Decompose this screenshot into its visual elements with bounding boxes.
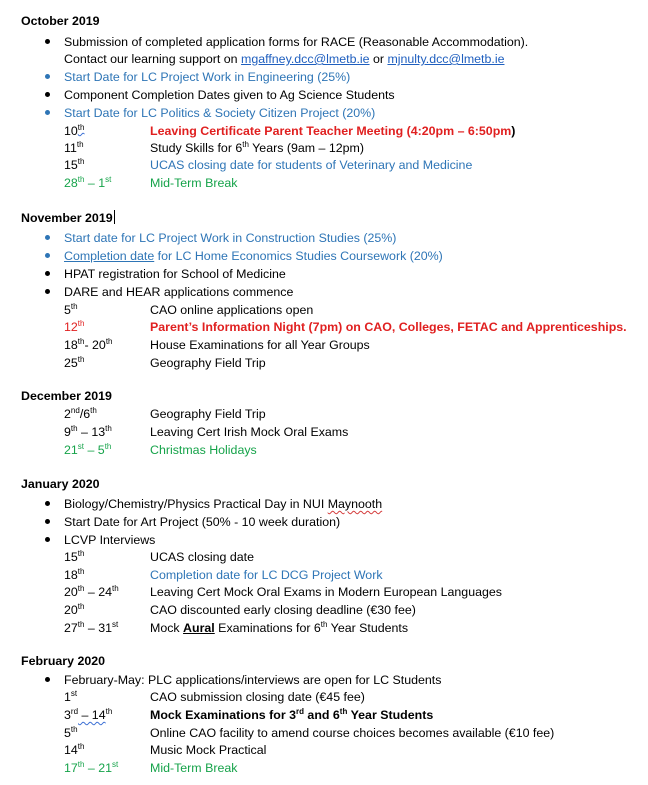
section-heading-october: October 2019: [21, 14, 100, 28]
bullet-art-project: Start Date for Art Project (50% - 10 week duration): [64, 515, 341, 529]
event-cao-submission: CAO submission closing date (€45 fee): [150, 690, 365, 704]
event-date: 18th- 20th: [64, 337, 113, 352]
event-study-skills: Study Skills for 6th Years (9am – 12pm): [150, 140, 364, 155]
event-house-exams: House Examinations for all Year Groups: [150, 338, 370, 352]
event-mock-examinations: Mock Examinations for 3rd and 6th Year Students: [150, 707, 434, 722]
email-link-mgaffney[interactable]: mgaffney.dcc@lmetb.ie: [241, 52, 370, 66]
event-date: 20th: [64, 602, 85, 617]
event-date: 25th: [64, 355, 85, 370]
bullet-hpat: HPAT registration for School of Medicine: [64, 267, 286, 281]
event-date: 1st: [64, 689, 78, 704]
section-heading-january: January 2020: [21, 477, 100, 491]
event-geography-trip: Geography Field Trip: [150, 356, 266, 370]
event-cao-discounted: CAO discounted early closing deadline (€30 fee): [150, 603, 416, 617]
bullet-ag-science: Component Completion Dates given to Ag Science Students: [64, 88, 395, 102]
section-heading-february: February 2020: [21, 654, 106, 668]
event-cao-amend: Online CAO facility to amend course choices becomes available (€10 fee): [150, 726, 555, 740]
event-date: 18th: [64, 567, 85, 582]
event-date: 15th: [64, 549, 85, 564]
event-date: 3rd – 14th: [64, 707, 113, 722]
section-heading-december: December 2019: [21, 389, 112, 403]
event-date: 17th – 21st: [64, 760, 119, 775]
email-link-mjnulty[interactable]: mjnulty.dcc@lmetb.ie: [387, 52, 505, 66]
event-date: 21st – 5th: [64, 442, 112, 457]
event-date: 14th: [64, 742, 85, 757]
event-ucas-closing: UCAS closing date: [150, 550, 254, 564]
event-cao-open: CAO online applications open: [150, 303, 314, 317]
contact-line: [64, 51, 504, 67]
event-music-mock: Music Mock Practical: [150, 743, 267, 757]
bullet-lcvp: LCVP Interviews: [64, 533, 156, 547]
bullet-race-submission: Submission of completed application forms for RACE (Reasonable Accommodation).: [64, 35, 529, 49]
bullet-practical-day: Biology/Chemistry/Physics Practical Day in NUI Maynooth: [64, 497, 383, 511]
event-date: 5th: [64, 725, 78, 740]
event-date: 15th: [64, 157, 85, 172]
bullet-construction-start: Start date for LC Project Work in Construction Studies (25%): [64, 231, 397, 245]
event-geography-trip: Geography Field Trip: [150, 407, 266, 421]
event-date: 9th – 13th: [64, 424, 112, 439]
event-parent-teacher-meeting: Leaving Certificate Parent Teacher Meeting (4:20pm – 6:50pm): [150, 124, 516, 138]
event-date: 10th: [64, 123, 85, 138]
event-parents-info-night: Parent’s Information Night (7pm) on CAO, Colleges, FETAC and Apprenticeships.: [150, 320, 627, 334]
text-cursor: [114, 210, 115, 224]
event-christmas-holidays: Christmas Holidays: [150, 443, 257, 457]
bullet-home-economics: Completion date for LC Home Economics Studies Coursework (20%): [64, 249, 443, 263]
bullet-politics-start: Start Date for LC Politics & Society Citizen Project (20%): [64, 106, 376, 120]
event-mid-term-break: Mid-Term Break: [150, 761, 238, 775]
or-text: or: [369, 52, 388, 66]
event-date: 20th – 24th: [64, 584, 119, 599]
event-date: 11th: [64, 140, 84, 155]
event-dcg-completion: Completion date for LC DCG Project Work: [150, 568, 383, 582]
contact-text: Contact our learning support on: [64, 52, 242, 66]
event-date: 5th: [64, 302, 78, 317]
event-ucas-vet-medicine: UCAS closing date for students of Veterinary and Medicine: [150, 158, 473, 172]
bullet-engineering-start: Start Date for LC Project Work in Engineering (25%): [64, 70, 351, 84]
bullet-plc-applications: February-May: PLC applications/interviews are open for LC Students: [64, 673, 442, 687]
event-mock-aural: Mock Aural Examinations for 6th Year Students: [150, 620, 409, 635]
event-date: 2nd/6th: [64, 406, 97, 421]
event-date: 12th: [64, 319, 85, 334]
event-date: 28th – 1st: [64, 175, 112, 190]
event-mid-term-break: Mid-Term Break: [150, 176, 238, 190]
event-irish-mock-oral: Leaving Cert Irish Mock Oral Exams: [150, 425, 349, 439]
event-mock-oral-languages: Leaving Cert Mock Oral Exams in Modern European Languages: [150, 585, 502, 599]
event-date: 27th – 31st: [64, 620, 119, 635]
bullet-dare-hear: DARE and HEAR applications commence: [64, 285, 294, 299]
section-heading-november: November 2019: [21, 211, 113, 225]
